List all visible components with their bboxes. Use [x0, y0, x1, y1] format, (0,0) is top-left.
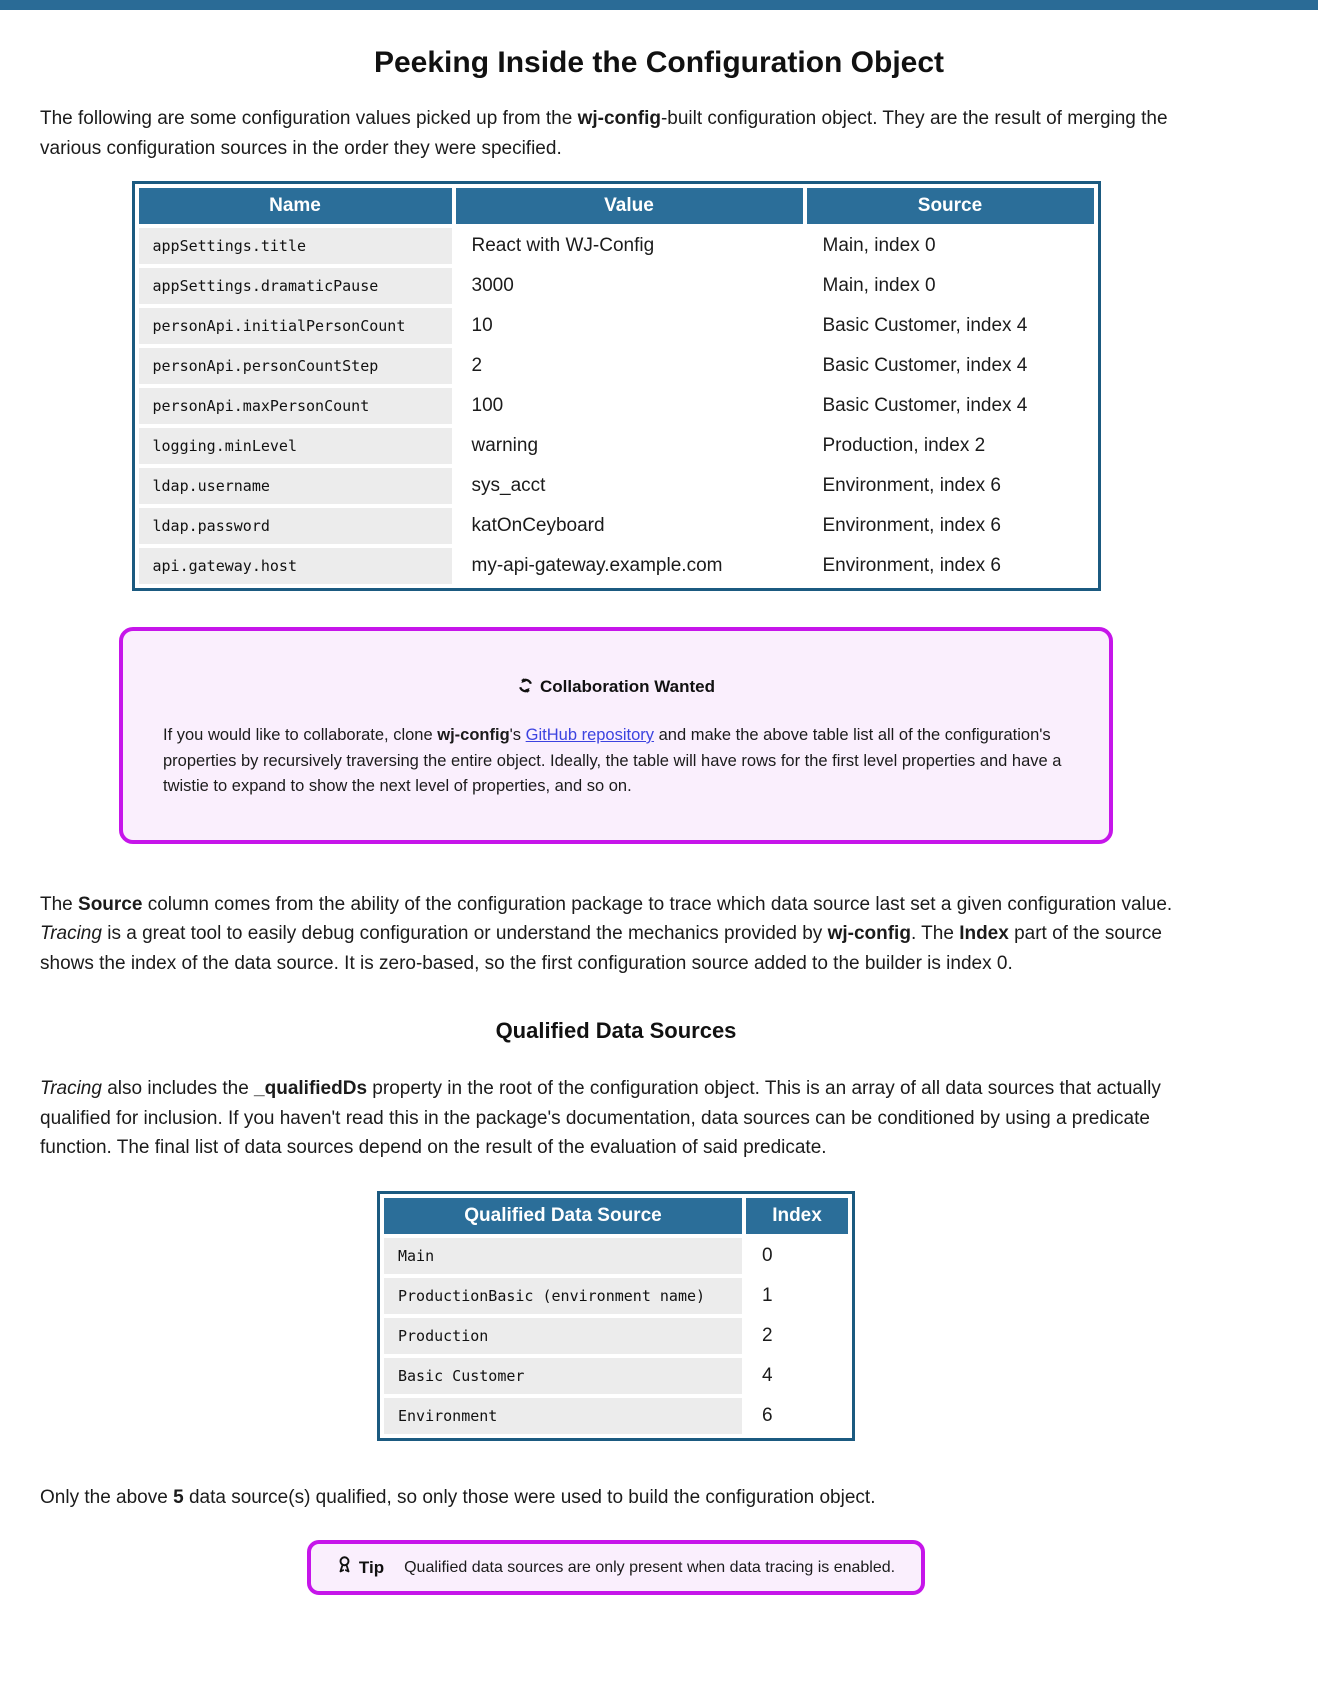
- source-para-bold-source: Source: [78, 893, 143, 915]
- config-value-cell: katOnCeyboard: [471, 515, 605, 536]
- qualified-index-cell: 2: [762, 1324, 773, 1346]
- config-value-cell: 3000: [471, 275, 514, 296]
- intro-paragraph: [40, 104, 1192, 163]
- qualified-source-cell: Basic Customer: [384, 1358, 742, 1394]
- table-row: [384, 1318, 848, 1354]
- intro-bold-wj-config: wj-config: [577, 108, 661, 129]
- collaboration-callout: [119, 627, 1113, 844]
- source-para-text: column comes from the ability of the configuration package to trace which data source last set a given configuration value.: [142, 893, 1173, 915]
- config-name-cell: appSettings.title: [139, 228, 452, 264]
- table-row: [139, 348, 1094, 384]
- source-para-bold-index: Index: [959, 923, 1009, 944]
- config-value-cell: 2: [471, 355, 483, 376]
- table-row: [139, 508, 1094, 544]
- collab-bold-wj-config: wj-config: [437, 726, 510, 744]
- config-value-cell: sys_acct: [471, 475, 546, 496]
- config-name-cell: personApi.initialPersonCount: [139, 308, 452, 344]
- qualified-para-text: property in the root of the configuration object. This is an array of all data sources that actually qualified for inclusion. If you haven't read this in the package's documentation, data sources can be conditioned by using a predicate function. The final list of data sources depend on the result of the evaluation of said predicate.: [40, 1078, 1161, 1158]
- configuration-values-table: [132, 181, 1101, 591]
- qualified-data-sources-table: [377, 1191, 855, 1441]
- qualified-table-header-index: Index: [746, 1198, 848, 1234]
- qualified-source-cell: Production: [384, 1318, 742, 1354]
- config-table-header-value: Value: [456, 188, 803, 224]
- config-name-cell: ldap.username: [139, 468, 452, 504]
- collaboration-callout-body: [163, 723, 1069, 800]
- qualified-index-cell: 0: [762, 1244, 773, 1266]
- qualified-para-text: also includes the: [101, 1078, 255, 1099]
- qualified-data-sources-heading: Qualified Data Sources: [495, 1018, 737, 1043]
- table-row: [384, 1398, 848, 1434]
- config-source-cell: Environment, index 6: [822, 555, 1001, 576]
- page-content: [40, 104, 1192, 1595]
- table-row: [139, 228, 1094, 264]
- qualified-paragraph: [40, 1074, 1192, 1163]
- config-table-header-name: Name: [139, 188, 452, 224]
- table-row: [139, 468, 1094, 504]
- config-table-header-source: Source: [807, 188, 1094, 224]
- collaboration-callout-title: [163, 677, 1069, 699]
- source-para-text: is a great tool to easily debug configuration or understand the mechanics provided by: [101, 923, 828, 944]
- table-row: [384, 1238, 848, 1274]
- config-source-cell: Basic Customer, index 4: [822, 315, 1028, 336]
- qualified-table-header-source: Qualified Data Source: [384, 1198, 742, 1234]
- final-para-text: Only the above: [40, 1486, 174, 1508]
- config-value-cell: 10: [471, 315, 493, 336]
- qualified-index-cell: 1: [762, 1284, 773, 1306]
- config-source-cell: Main, index 0: [822, 235, 936, 256]
- medal-icon: [337, 1555, 352, 1580]
- config-value-cell: my-api-gateway.example.com: [471, 555, 723, 576]
- config-source-cell: Environment, index 6: [822, 475, 1001, 496]
- source-para-bold-wj-config: wj-config: [827, 923, 911, 944]
- config-table-header-row: [139, 188, 1094, 224]
- table-row: [139, 548, 1094, 584]
- config-value-cell: 100: [471, 395, 504, 416]
- qualified-para-bold-qualifiedds: _qualifiedDs: [254, 1078, 368, 1099]
- config-source-cell: Main, index 0: [822, 275, 936, 296]
- source-paragraph: [40, 890, 1192, 979]
- config-name-cell: logging.minLevel: [139, 428, 452, 464]
- qualified-table-header-row: [384, 1198, 848, 1234]
- collab-text-mid: 's: [509, 726, 526, 744]
- qualified-source-cell: Environment: [384, 1398, 742, 1434]
- qualified-source-cell: ProductionBasic (environment name): [384, 1278, 742, 1314]
- config-source-cell: Production, index 2: [822, 435, 986, 456]
- config-source-cell: Basic Customer, index 4: [822, 395, 1028, 416]
- table-row: [139, 308, 1094, 344]
- intro-text-post: -built configuration object. They are the result of merging the various configuration sources in the order they were specified.: [40, 108, 1168, 159]
- final-para-bold-count: 5: [173, 1486, 184, 1508]
- page-title: Peeking Inside the Configuration Object: [373, 46, 945, 79]
- collab-text-pre: If you would like to collaborate, clone: [163, 726, 438, 744]
- config-name-cell: api.gateway.host: [139, 548, 452, 584]
- qualified-index-cell: 4: [762, 1364, 773, 1386]
- source-para-text: . The: [910, 923, 960, 944]
- config-source-cell: Environment, index 6: [822, 515, 1001, 536]
- tip-label: Tip: [358, 1557, 385, 1577]
- config-name-cell: personApi.personCountStep: [139, 348, 452, 384]
- config-value-cell: React with WJ-Config: [471, 235, 655, 256]
- config-name-cell: appSettings.dramaticPause: [139, 268, 452, 304]
- config-name-cell: personApi.maxPersonCount: [139, 388, 452, 424]
- table-row: [139, 388, 1094, 424]
- qualified-source-cell: Main: [384, 1238, 742, 1274]
- collab-text-post: and make the above table list all of the configuration's properties by recursively traversing the entire object. Ideally, the table will have rows for the first level properties and have a twistie to expand to show the next level of properties, and so on.: [163, 726, 1062, 795]
- source-para-italic-tracing: Tracing: [40, 923, 102, 944]
- final-para-text: data source(s) qualified, so only those were used to build the configuration object.: [183, 1486, 876, 1508]
- handshake-icon: [517, 677, 534, 699]
- qualified-para-italic-tracing: Tracing: [40, 1078, 102, 1099]
- intro-text-pre: The following are some configuration values picked up from the: [40, 108, 578, 129]
- config-value-cell: warning: [471, 435, 539, 456]
- table-row: [384, 1358, 848, 1394]
- tip-text: Qualified data sources are only present when data tracing is enabled.: [404, 1558, 896, 1576]
- table-row: [384, 1278, 848, 1314]
- source-para-text: The: [40, 893, 79, 915]
- source-para-text: part of the source shows the index of the data source. It is zero-based, so the first configuration source added to the builder is index 0.: [40, 923, 1162, 974]
- collaboration-title-text: Collaboration Wanted: [539, 677, 716, 696]
- table-row: [139, 268, 1094, 304]
- table-row: [139, 428, 1094, 464]
- config-source-cell: Basic Customer, index 4: [822, 355, 1028, 376]
- qualified-index-cell: 6: [762, 1404, 773, 1426]
- config-name-cell: ldap.password: [139, 508, 452, 544]
- tip-callout: [307, 1540, 925, 1595]
- top-accent-bar: [0, 0, 1318, 10]
- github-repository-link[interactable]: GitHub repository: [525, 726, 655, 744]
- final-paragraph: [40, 1483, 1192, 1513]
